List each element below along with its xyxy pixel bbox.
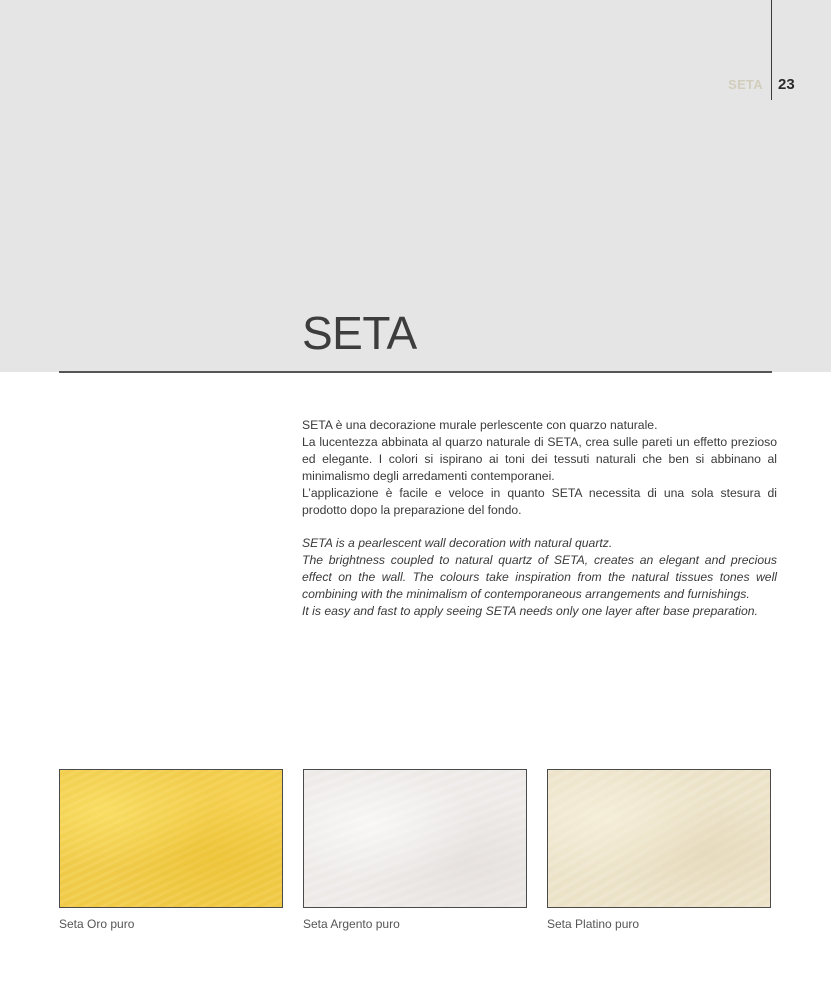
swatch-oro-puro xyxy=(59,769,283,908)
swatch-platino-puro xyxy=(547,769,771,908)
english-paragraph-1: SETA is a pearlescent wall decoration with natural quartz. xyxy=(302,536,613,551)
english-paragraph-2: The brightness coupled to natural quartz of SETA, creates an elegant and precious effect on the wall. The colours take inspiration from the natural tissues tones well combining with the minimalism of contemporaneous arrangements and furnishings. xyxy=(302,553,777,602)
section-label: SETA xyxy=(728,77,763,92)
italian-paragraph-2: La lucentezza abbinata al quarzo naturale di SETA, crea sulle pareti un effetto prezioso ed elegante. I colori si ispirano ai toni dei tessuti naturali che ben si abbinano al minimalismo degli arredamenti contemporanei. xyxy=(302,434,777,483)
swatch-caption-platino-puro: Seta Platino puro xyxy=(547,917,640,931)
title-divider xyxy=(59,371,772,373)
swatch-argento-puro xyxy=(303,769,527,908)
italian-paragraph-1: SETA è una decorazione murale perlescente con quarzo naturale. xyxy=(302,418,658,432)
description xyxy=(302,417,777,620)
swatch-caption-oro-puro: Seta Oro puro xyxy=(59,917,135,931)
italian-paragraph-3: L’applicazione è facile e veloce in quanto SETA necessita di una sola stesura di prodotto dopo la preparazione del fondo. xyxy=(302,485,777,517)
header-divider xyxy=(771,0,772,100)
english-paragraph-3: It is easy and fast to apply seeing SETA needs only one layer after base preparation. xyxy=(302,603,758,618)
page-number: 23 xyxy=(778,76,795,93)
page-title: SETA xyxy=(302,307,417,359)
swatch-caption-argento-puro: Seta Argento puro xyxy=(303,917,400,931)
